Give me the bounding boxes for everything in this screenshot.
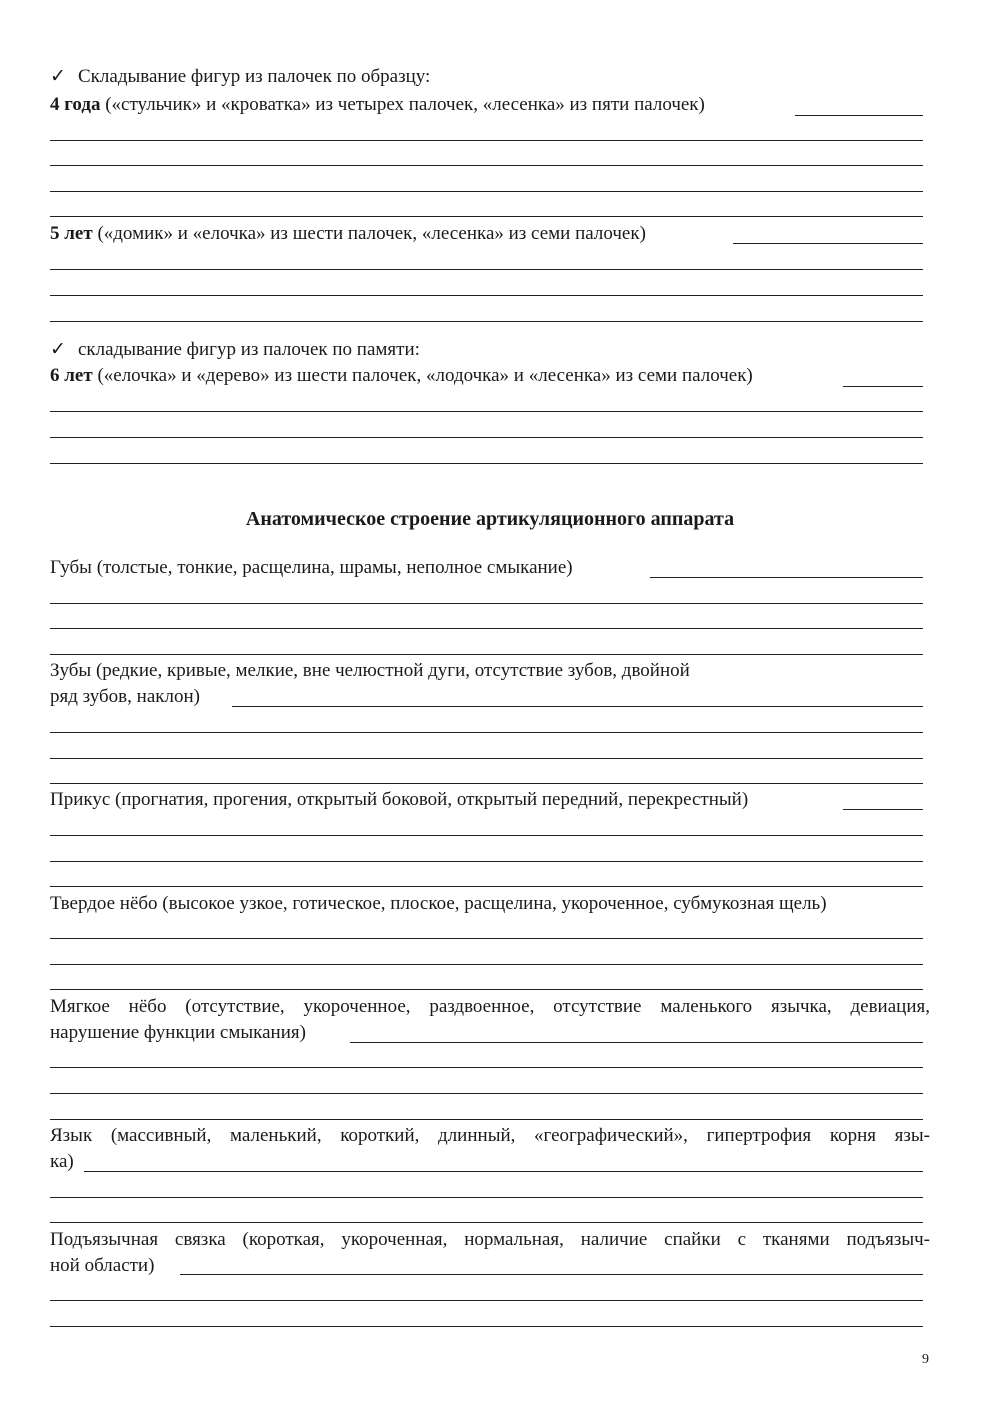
frenulum-label: Подъязычная связка (короткая, укороченная, нормальная, наличие спайки с тканями подъязыч- — [50, 1229, 930, 1250]
teeth-label: Зубы (редкие, кривые, мелкие, вне челюстной дуги, отсутствие зубов, двойной — [50, 660, 690, 681]
check-icon: ✓ — [50, 339, 66, 360]
answer-blank[interactable] — [795, 115, 923, 116]
answer-line[interactable] — [50, 732, 923, 733]
frenulum-label-cont: ной области) — [50, 1255, 155, 1276]
answer-line[interactable] — [50, 216, 923, 217]
answer-blank[interactable] — [733, 243, 923, 244]
answer-line[interactable] — [50, 1326, 923, 1327]
sticks-memory-title: ✓ складывание фигур из палочек по памяти: — [50, 339, 420, 360]
lips-label: Губы (толстые, тонкие, расщелина, шрамы, неполное смыкание) — [50, 557, 573, 578]
soft-palate-label: Мягкое нёбо (отсутствие, укороченное, раздвоенное, отсутствие маленького язычка, девиация, — [50, 996, 930, 1017]
answer-line[interactable] — [50, 861, 923, 862]
answer-line[interactable] — [50, 165, 923, 166]
answer-blank[interactable] — [84, 1171, 923, 1172]
tongue-label-cont: ка) — [50, 1151, 74, 1172]
answer-line[interactable] — [50, 1067, 923, 1068]
sticks-copy-title: ✓ Складывание фигур из палочек по образцу: — [50, 66, 431, 87]
answer-line[interactable] — [50, 654, 923, 655]
answer-line[interactable] — [50, 191, 923, 192]
section-heading: Анатомическое строение артикуляционного аппарата — [245, 508, 735, 530]
answer-line[interactable] — [50, 321, 923, 322]
check-icon: ✓ — [50, 66, 66, 87]
answer-blank[interactable] — [843, 386, 923, 387]
answer-line[interactable] — [50, 1119, 923, 1120]
answer-line[interactable] — [50, 964, 923, 965]
page-number: 9 — [922, 1352, 929, 1367]
answer-line[interactable] — [50, 1300, 923, 1301]
tongue-label: Язык (массивный, маленький, короткий, длинный, «географический», гипертрофия корня язы- — [50, 1125, 930, 1146]
answer-line[interactable] — [50, 1093, 923, 1094]
hard-palate-label: Твердое нёбо (высокое узкое, готическое, плоское, расщелина, укороченное, субмукозная щель) — [50, 893, 827, 914]
answer-blank[interactable] — [650, 577, 923, 578]
answer-line[interactable] — [50, 1222, 923, 1223]
answer-blank[interactable] — [180, 1274, 923, 1275]
answer-line[interactable] — [50, 938, 923, 939]
answer-line[interactable] — [50, 295, 923, 296]
soft-palate-label-cont: нарушение функции смыкания) — [50, 1022, 306, 1043]
answer-line[interactable] — [50, 140, 923, 141]
answer-line[interactable] — [50, 1197, 923, 1198]
age4-line: 4 года («стульчик» и «кроватка» из четырех палочек, «лесенка» из пяти палочек) — [50, 94, 705, 115]
answer-line[interactable] — [50, 886, 923, 887]
answer-line[interactable] — [50, 411, 923, 412]
answer-blank[interactable] — [350, 1042, 923, 1043]
answer-line[interactable] — [50, 463, 923, 464]
age5-line: 5 лет («домик» и «елочка» из шести палочек, «лесенка» из семи палочек) — [50, 223, 646, 244]
teeth-label-cont: ряд зубов, наклон) — [50, 686, 200, 707]
answer-line[interactable] — [50, 437, 923, 438]
answer-line[interactable] — [50, 758, 923, 759]
answer-line[interactable] — [50, 603, 923, 604]
age6-line: 6 лет («елочка» и «дерево» из шести палочек, «лодочка» и «лесенка» из семи палочек) — [50, 365, 753, 386]
answer-line[interactable] — [50, 835, 923, 836]
answer-line[interactable] — [50, 783, 923, 784]
answer-line[interactable] — [50, 989, 923, 990]
answer-blank[interactable] — [843, 809, 923, 810]
answer-blank[interactable] — [232, 706, 923, 707]
answer-line[interactable] — [50, 628, 923, 629]
bite-label: Прикус (прогнатия, прогения, открытый боковой, открытый передний, перекрестный) — [50, 789, 749, 810]
answer-line[interactable] — [50, 269, 923, 270]
